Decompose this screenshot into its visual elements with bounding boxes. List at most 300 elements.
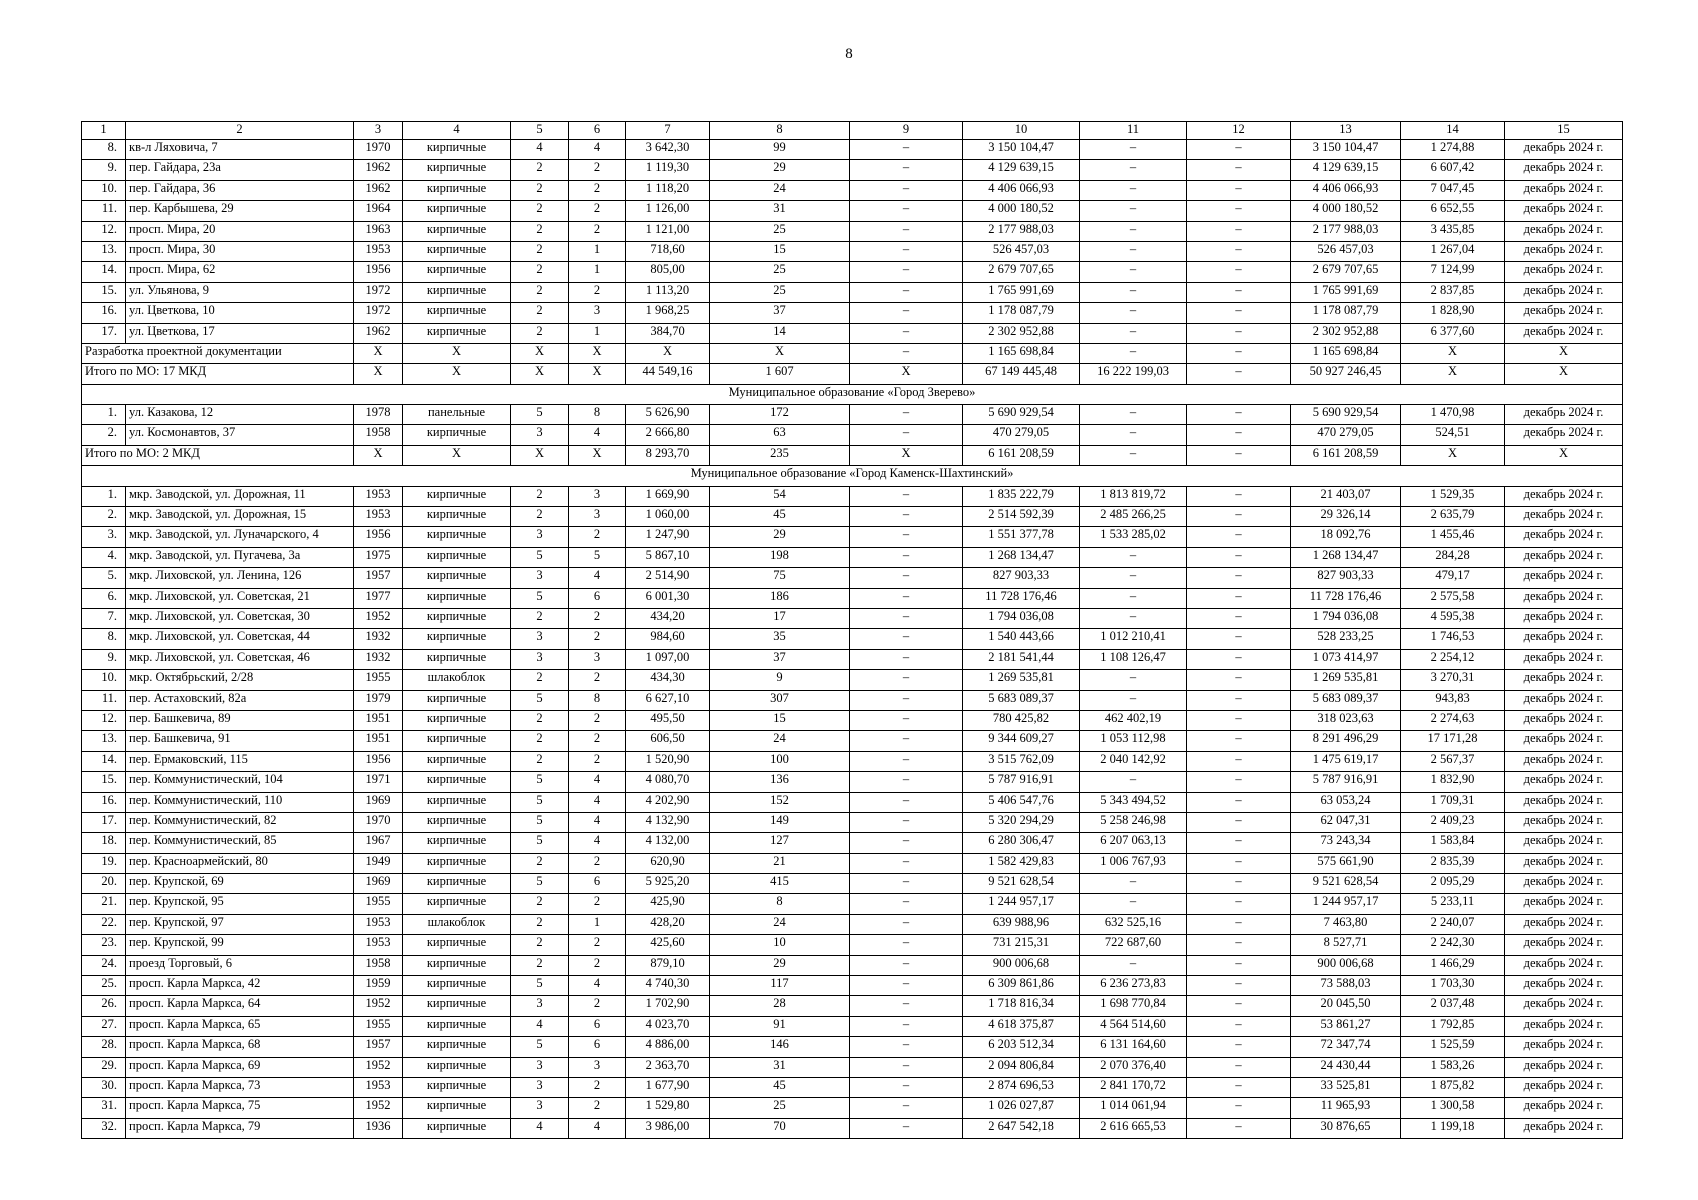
table-cell: декабрь 2024 г.	[1505, 629, 1623, 649]
summary-cell: X	[354, 343, 403, 363]
table-cell: 2 575,58	[1401, 588, 1505, 608]
table-cell: 2	[569, 201, 626, 221]
table-cell: –	[1187, 323, 1291, 343]
table-cell: 24	[710, 180, 850, 200]
table-row	[82, 221, 1623, 241]
table-cell: 4	[511, 140, 569, 160]
table-cell: –	[1080, 425, 1187, 445]
table-cell: 2	[511, 262, 569, 282]
table-cell: 10	[710, 935, 850, 955]
table-cell: –	[1187, 405, 1291, 425]
table-cell: 5	[569, 547, 626, 567]
table-cell: шлакоблок	[403, 670, 511, 690]
row-number-cell: 14.	[82, 262, 126, 282]
row-number-cell: 9.	[82, 649, 126, 669]
table-cell: 318 023,63	[1291, 710, 1401, 730]
table-cell: 2	[511, 894, 569, 914]
table-cell: 2	[511, 507, 569, 527]
table-cell: 1953	[354, 507, 403, 527]
table-cell: кирпичные	[403, 507, 511, 527]
table-cell: –	[1187, 282, 1291, 302]
summary-cell: 1 165 698,84	[1291, 343, 1401, 363]
summary-cell: 1 165 698,84	[963, 343, 1080, 363]
table-cell: декабрь 2024 г.	[1505, 996, 1623, 1016]
table-cell: декабрь 2024 г.	[1505, 527, 1623, 547]
address-cell: мкр. Заводской, ул. Луначарского, 4	[126, 527, 354, 547]
table-cell: 1 765 991,69	[963, 282, 1080, 302]
table-cell: 4 129 639,15	[963, 160, 1080, 180]
table-cell: декабрь 2024 г.	[1505, 507, 1623, 527]
table-cell: 2 177 988,03	[963, 221, 1080, 241]
table-cell: 2 070 376,40	[1080, 1057, 1187, 1077]
municipality-section-row	[82, 384, 1623, 404]
table-row	[82, 731, 1623, 751]
table-cell: кирпичные	[403, 568, 511, 588]
table-cell: –	[850, 894, 963, 914]
table-cell: 3	[511, 568, 569, 588]
table-cell: 4	[511, 1118, 569, 1138]
table-cell: 1952	[354, 608, 403, 628]
table-cell: 2	[569, 731, 626, 751]
column-number-header-row	[82, 122, 1623, 140]
table-cell: 4	[569, 812, 626, 832]
table-row	[82, 547, 1623, 567]
table-cell: 2	[569, 853, 626, 873]
address-cell: кв-л Ляховича, 7	[126, 140, 354, 160]
table-cell: 479,17	[1401, 568, 1505, 588]
table-cell: 1 746,53	[1401, 629, 1505, 649]
table-row	[82, 935, 1623, 955]
table-cell: –	[1187, 1118, 1291, 1138]
summary-label: Итого по МО: 17 МКД	[82, 364, 354, 384]
table-cell: 198	[710, 547, 850, 567]
address-cell: мкр. Лиховской, ул. Советская, 44	[126, 629, 354, 649]
table-cell: 1 006 767,93	[1080, 853, 1187, 873]
housing-repair-table-container	[81, 121, 1623, 1139]
table-cell: 1956	[354, 262, 403, 282]
table-cell: 5	[511, 976, 569, 996]
table-cell: –	[850, 1037, 963, 1057]
table-cell: 70	[710, 1118, 850, 1138]
table-cell: 1952	[354, 996, 403, 1016]
table-cell: –	[1080, 201, 1187, 221]
table-cell: кирпичные	[403, 690, 511, 710]
table-cell: 5 690 929,54	[1291, 405, 1401, 425]
table-cell: –	[850, 405, 963, 425]
table-cell: 5 258 246,98	[1080, 812, 1187, 832]
table-cell: 5	[511, 792, 569, 812]
address-cell: просп. Мира, 30	[126, 241, 354, 261]
address-cell: пер. Гайдара, 36	[126, 180, 354, 200]
table-cell: 1 533 285,02	[1080, 527, 1187, 547]
row-number-cell: 11.	[82, 690, 126, 710]
table-cell: декабрь 2024 г.	[1505, 608, 1623, 628]
table-cell: кирпичные	[403, 303, 511, 323]
table-cell: –	[850, 201, 963, 221]
table-cell: кирпичные	[403, 425, 511, 445]
row-number-cell: 10.	[82, 180, 126, 200]
table-cell: декабрь 2024 г.	[1505, 1057, 1623, 1077]
table-cell: кирпичные	[403, 486, 511, 506]
table-cell: 1 113,20	[626, 282, 710, 302]
summary-cell: 44 549,16	[626, 364, 710, 384]
table-cell: 2 874 696,53	[963, 1077, 1080, 1097]
table-cell: кирпичные	[403, 1098, 511, 1118]
column-number-header: 7	[626, 122, 710, 140]
summary-cell: X	[1505, 343, 1623, 363]
table-cell: 3	[569, 649, 626, 669]
summary-cell: X	[354, 364, 403, 384]
table-cell: 1932	[354, 629, 403, 649]
table-cell: –	[850, 996, 963, 1016]
table-cell: 2 837,85	[1401, 282, 1505, 302]
table-cell: 3	[511, 649, 569, 669]
table-row	[82, 914, 1623, 934]
row-number-cell: 16.	[82, 303, 126, 323]
address-cell: мкр. Лиховской, ул. Советская, 30	[126, 608, 354, 628]
table-cell: кирпичные	[403, 894, 511, 914]
column-number-header: 11	[1080, 122, 1187, 140]
table-cell: 2	[569, 608, 626, 628]
table-row	[82, 486, 1623, 506]
table-cell: –	[1187, 527, 1291, 547]
table-cell: кирпичные	[403, 323, 511, 343]
address-cell: просп. Карла Маркса, 68	[126, 1037, 354, 1057]
table-cell: 1 669,90	[626, 486, 710, 506]
table-cell: 2 679 707,65	[963, 262, 1080, 282]
summary-cell: –	[850, 343, 963, 363]
column-number-header: 3	[354, 122, 403, 140]
table-cell: 434,20	[626, 608, 710, 628]
table-row	[82, 140, 1623, 160]
table-cell: 1964	[354, 201, 403, 221]
table-cell: –	[850, 303, 963, 323]
table-cell: декабрь 2024 г.	[1505, 547, 1623, 567]
table-cell: 3 435,85	[1401, 221, 1505, 241]
table-cell: 29	[710, 955, 850, 975]
table-cell: –	[1187, 1016, 1291, 1036]
table-cell: 54	[710, 486, 850, 506]
table-cell: 20 045,50	[1291, 996, 1401, 1016]
table-cell: 4 886,00	[626, 1037, 710, 1057]
summary-cell: X	[403, 364, 511, 384]
address-cell: просп. Карла Маркса, 69	[126, 1057, 354, 1077]
table-cell: 1978	[354, 405, 403, 425]
table-cell: –	[1080, 140, 1187, 160]
table-cell: 5 233,11	[1401, 894, 1505, 914]
table-cell: –	[1187, 180, 1291, 200]
table-cell: 1 813 819,72	[1080, 486, 1187, 506]
table-cell: –	[850, 772, 963, 792]
row-number-cell: 2.	[82, 507, 126, 527]
table-cell: –	[1080, 568, 1187, 588]
row-number-cell: 8.	[82, 629, 126, 649]
table-cell: 1953	[354, 241, 403, 261]
table-cell: 4 129 639,15	[1291, 160, 1401, 180]
table-cell: –	[850, 160, 963, 180]
table-cell: 1955	[354, 670, 403, 690]
address-cell: просп. Мира, 20	[126, 221, 354, 241]
table-cell: декабрь 2024 г.	[1505, 405, 1623, 425]
table-cell: 1 520,90	[626, 751, 710, 771]
table-cell: декабрь 2024 г.	[1505, 588, 1623, 608]
table-cell: 5 683 089,37	[1291, 690, 1401, 710]
summary-cell: 67 149 445,48	[963, 364, 1080, 384]
table-cell: 470 279,05	[963, 425, 1080, 445]
table-cell: 9 344 609,27	[963, 731, 1080, 751]
table-cell: 17 171,28	[1401, 731, 1505, 751]
summary-cell: X	[511, 343, 569, 363]
table-cell: –	[1187, 751, 1291, 771]
table-cell: 2	[511, 160, 569, 180]
table-cell: 2	[569, 751, 626, 771]
table-cell: кирпичные	[403, 955, 511, 975]
table-cell: 4	[511, 1016, 569, 1036]
table-cell: 827 903,33	[963, 568, 1080, 588]
summary-cell: 50 927 246,45	[1291, 364, 1401, 384]
table-cell: 1951	[354, 710, 403, 730]
table-row	[82, 955, 1623, 975]
table-cell: 3	[511, 1077, 569, 1097]
table-row	[82, 262, 1623, 282]
table-cell: 1958	[354, 955, 403, 975]
table-row	[82, 710, 1623, 730]
table-cell: –	[850, 1016, 963, 1036]
table-cell: 2	[511, 323, 569, 343]
table-cell: –	[850, 853, 963, 873]
table-cell: –	[850, 955, 963, 975]
table-cell: –	[850, 568, 963, 588]
table-cell: 1 126,00	[626, 201, 710, 221]
address-cell: просп. Мира, 62	[126, 262, 354, 282]
table-cell: –	[1080, 547, 1187, 567]
table-cell: 25	[710, 221, 850, 241]
table-cell: декабрь 2024 г.	[1505, 1077, 1623, 1097]
table-cell: –	[1187, 914, 1291, 934]
table-cell: –	[1187, 629, 1291, 649]
table-row	[82, 180, 1623, 200]
table-cell: 606,50	[626, 731, 710, 751]
table-cell: –	[1080, 180, 1187, 200]
table-cell: 2	[511, 710, 569, 730]
housing-repair-table	[81, 121, 1623, 1139]
summary-row	[82, 364, 1623, 384]
table-cell: 1970	[354, 812, 403, 832]
table-cell: 2 567,37	[1401, 751, 1505, 771]
address-cell: мкр. Октябрьский, 2/28	[126, 670, 354, 690]
summary-cell: 16 222 199,03	[1080, 364, 1187, 384]
table-cell: 6 207 063,13	[1080, 833, 1187, 853]
table-cell: 2 302 952,88	[963, 323, 1080, 343]
table-cell: декабрь 2024 г.	[1505, 853, 1623, 873]
table-cell: –	[850, 710, 963, 730]
address-cell: пер. Красноармейский, 80	[126, 853, 354, 873]
summary-cell: 8 293,70	[626, 445, 710, 465]
table-cell: 900 006,68	[1291, 955, 1401, 975]
page-number: 8	[845, 46, 853, 62]
table-cell: –	[850, 690, 963, 710]
table-cell: 3	[511, 1057, 569, 1077]
table-row	[82, 772, 1623, 792]
table-cell: 2	[511, 608, 569, 628]
address-cell: ул. Цветкова, 10	[126, 303, 354, 323]
table-row	[82, 282, 1623, 302]
table-cell: 2 181 541,44	[963, 649, 1080, 669]
table-cell: 3 150 104,47	[1291, 140, 1401, 160]
table-cell: декабрь 2024 г.	[1505, 670, 1623, 690]
table-cell: –	[1187, 812, 1291, 832]
table-cell: 1 794 036,08	[963, 608, 1080, 628]
summary-cell: 6 161 208,59	[1291, 445, 1401, 465]
row-number-cell: 8.	[82, 140, 126, 160]
table-cell: 3	[569, 303, 626, 323]
table-row	[82, 751, 1623, 771]
table-cell: 11 728 176,46	[963, 588, 1080, 608]
table-row	[82, 1016, 1623, 1036]
table-cell: –	[1187, 690, 1291, 710]
table-cell: 2	[511, 282, 569, 302]
table-cell: кирпичные	[403, 874, 511, 894]
table-cell: 943,83	[1401, 690, 1505, 710]
row-number-cell: 21.	[82, 894, 126, 914]
table-cell: 1 828,90	[1401, 303, 1505, 323]
table-cell: 495,50	[626, 710, 710, 730]
table-cell: 1 718 816,34	[963, 996, 1080, 1016]
table-cell: 1963	[354, 221, 403, 241]
table-row	[82, 568, 1623, 588]
row-number-cell: 24.	[82, 955, 126, 975]
table-cell: 1936	[354, 1118, 403, 1138]
table-row	[82, 241, 1623, 261]
summary-cell: X	[569, 445, 626, 465]
table-cell: 21 403,07	[1291, 486, 1401, 506]
table-cell: кирпичные	[403, 751, 511, 771]
address-cell: пер. Ермаковский, 115	[126, 751, 354, 771]
table-cell: декабрь 2024 г.	[1505, 241, 1623, 261]
table-cell: –	[850, 221, 963, 241]
table-cell: –	[1187, 955, 1291, 975]
summary-cell: X	[710, 343, 850, 363]
row-number-cell: 25.	[82, 976, 126, 996]
table-cell: –	[850, 180, 963, 200]
address-cell: пер. Крупской, 99	[126, 935, 354, 955]
table-cell: декабрь 2024 г.	[1505, 1037, 1623, 1057]
table-cell: –	[850, 507, 963, 527]
summary-cell: X	[569, 364, 626, 384]
table-cell: 1967	[354, 833, 403, 853]
row-number-cell: 16.	[82, 792, 126, 812]
table-cell: –	[1187, 1057, 1291, 1077]
table-cell: 4 202,90	[626, 792, 710, 812]
table-cell: 1 300,58	[1401, 1098, 1505, 1118]
table-row	[82, 833, 1623, 853]
table-cell: –	[1080, 323, 1187, 343]
table-cell: 2	[511, 486, 569, 506]
table-cell: –	[1080, 282, 1187, 302]
address-cell: пер. Крупской, 95	[126, 894, 354, 914]
table-cell: декабрь 2024 г.	[1505, 976, 1623, 996]
table-cell: 4 000 180,52	[1291, 201, 1401, 221]
table-cell: 172	[710, 405, 850, 425]
address-cell: просп. Карла Маркса, 73	[126, 1077, 354, 1097]
table-row	[82, 629, 1623, 649]
table-cell: декабрь 2024 г.	[1505, 1016, 1623, 1036]
summary-cell: 1 607	[710, 364, 850, 384]
table-cell: 2 037,48	[1401, 996, 1505, 1016]
column-number-header: 10	[963, 122, 1080, 140]
address-cell: просп. Карла Маркса, 42	[126, 976, 354, 996]
table-cell: 1977	[354, 588, 403, 608]
row-number-cell: 10.	[82, 670, 126, 690]
table-cell: декабрь 2024 г.	[1505, 568, 1623, 588]
table-cell: 2	[511, 180, 569, 200]
row-number-cell: 15.	[82, 772, 126, 792]
table-row	[82, 690, 1623, 710]
table-cell: 8	[710, 894, 850, 914]
table-cell: 2	[511, 221, 569, 241]
table-cell: 6	[569, 874, 626, 894]
table-cell: 879,10	[626, 955, 710, 975]
table-cell: 6 001,30	[626, 588, 710, 608]
table-cell: 4 406 066,93	[963, 180, 1080, 200]
table-cell: 425,60	[626, 935, 710, 955]
table-cell: кирпичные	[403, 772, 511, 792]
table-cell: 4	[569, 425, 626, 445]
table-cell: –	[1187, 221, 1291, 241]
column-number-header: 8	[710, 122, 850, 140]
row-number-cell: 9.	[82, 160, 126, 180]
table-cell: 632 525,16	[1080, 914, 1187, 934]
table-cell: декабрь 2024 г.	[1505, 935, 1623, 955]
table-cell: –	[1187, 772, 1291, 792]
table-cell: –	[1187, 792, 1291, 812]
summary-cell: 235	[710, 445, 850, 465]
address-cell: мкр. Лиховской, ул. Советская, 46	[126, 649, 354, 669]
table-cell: 2	[511, 914, 569, 934]
table-row	[82, 160, 1623, 180]
table-cell: 4	[569, 772, 626, 792]
table-cell: 3	[569, 486, 626, 506]
table-cell: 5	[511, 588, 569, 608]
municipality-section-row	[82, 466, 1623, 486]
table-cell: 1	[569, 323, 626, 343]
table-cell: 1 269 535,81	[1291, 670, 1401, 690]
table-cell: –	[850, 527, 963, 547]
table-cell: 31	[710, 1057, 850, 1077]
table-row	[82, 323, 1623, 343]
table-cell: 6 377,60	[1401, 323, 1505, 343]
table-cell: 1 199,18	[1401, 1118, 1505, 1138]
table-cell: 73 588,03	[1291, 976, 1401, 996]
table-cell: декабрь 2024 г.	[1505, 282, 1623, 302]
summary-cell: 6 161 208,59	[963, 445, 1080, 465]
table-cell: 6 280 306,47	[963, 833, 1080, 853]
table-cell: 45	[710, 1077, 850, 1097]
municipality-title: Муниципальное образование «Город Каменск-Шахтинский»	[82, 466, 1623, 486]
table-cell: 21	[710, 853, 850, 873]
table-cell: 2	[569, 527, 626, 547]
table-cell: кирпичные	[403, 812, 511, 832]
summary-cell: –	[1080, 343, 1187, 363]
table-cell: декабрь 2024 г.	[1505, 649, 1623, 669]
table-cell: 31	[710, 201, 850, 221]
table-cell: 2	[569, 996, 626, 1016]
summary-cell: X	[1505, 445, 1623, 465]
table-cell: декабрь 2024 г.	[1505, 874, 1623, 894]
table-cell: 984,60	[626, 629, 710, 649]
table-cell: 30 876,65	[1291, 1118, 1401, 1138]
table-cell: 6 131 164,60	[1080, 1037, 1187, 1057]
